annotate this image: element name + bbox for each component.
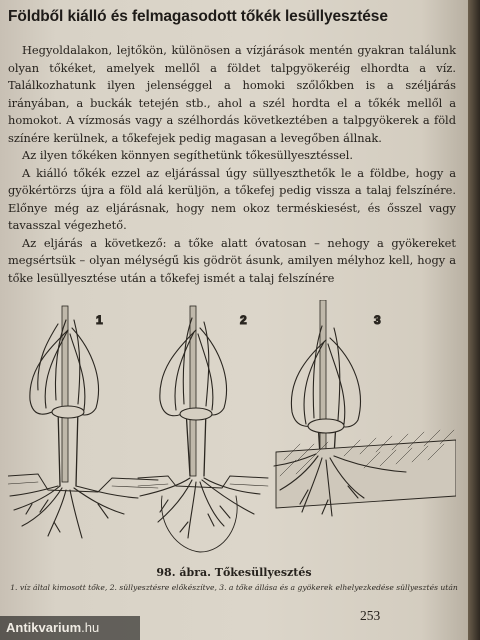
page-number: 253	[360, 608, 381, 623]
figure-caption-text: 1. víz által kimosott tőke, 2. süllyesztésre előkészítve, 3. a tőke állása és a gyökerek elhelyezkedése süllyesztés után	[10, 583, 458, 592]
paragraph: Az eljárás a következő: a tőke alatt óvatosan – nehogy a gyökereket megsértsük – olyan mélységű kis gödröt ásunk, amilyen mélyhoz kell, hogy a tőke lesüllyesztése után a tőkefej ismét a talaj felszínére	[8, 235, 456, 285]
vine-lowering-illustration	[8, 300, 456, 568]
figure-number-2: 2	[240, 313, 247, 327]
paragraph: A kiálló tőkék ezzel az eljárással úgy süllyeszthetők le a földbe, hogy a gyökértörzs újra a föld alá kerüljön, a tőkefej pedig vissza a talaj felszínére. Előnye még az eljárásnak, hogy nem okoz terméskiesést, és ősszel vagy tavasszal végezhető.	[8, 165, 456, 232]
figure-number-1: 1	[96, 313, 103, 327]
illustration-panel-2	[138, 306, 268, 552]
figure-number-3: 3	[374, 313, 381, 327]
body-text	[8, 42, 456, 287]
book-spine	[468, 0, 480, 640]
page-title: Földből kiálló és felmagasodott tőkék lesüllyesztése	[8, 8, 388, 25]
illustration-panel-3	[274, 300, 456, 516]
watermark-tld: .hu	[81, 620, 100, 635]
paragraph: Az ilyen tőkéken könnyen segíthetünk tőkesüllyesztéssel.	[22, 148, 354, 162]
watermark	[0, 616, 140, 640]
paragraph: Hegyoldalakon, lejtőkön, különösen a vízjárások mentén gyakran találunk olyan tőkéket, amelyek mellől a földet talpgyökeréig elhordta a víz. Találkozhatunk ilyen jelenséggel a homoki szőlőkben is a széljárás irányában, a buckák tetején stb., ahol a szél hordta el a tőkék mellől a homokot. A vízmosás vagy a szélhordás következtében a talpgyökerek a föld színére kerülnek, a tőkefejek pedig magasan a levegőben állnak.	[8, 43, 456, 145]
illustration-panel-1	[8, 306, 158, 538]
watermark-brand: Antikvarium	[6, 620, 82, 635]
figure-caption-title: 98. ábra. Tőkesüllyesztés	[156, 566, 312, 579]
